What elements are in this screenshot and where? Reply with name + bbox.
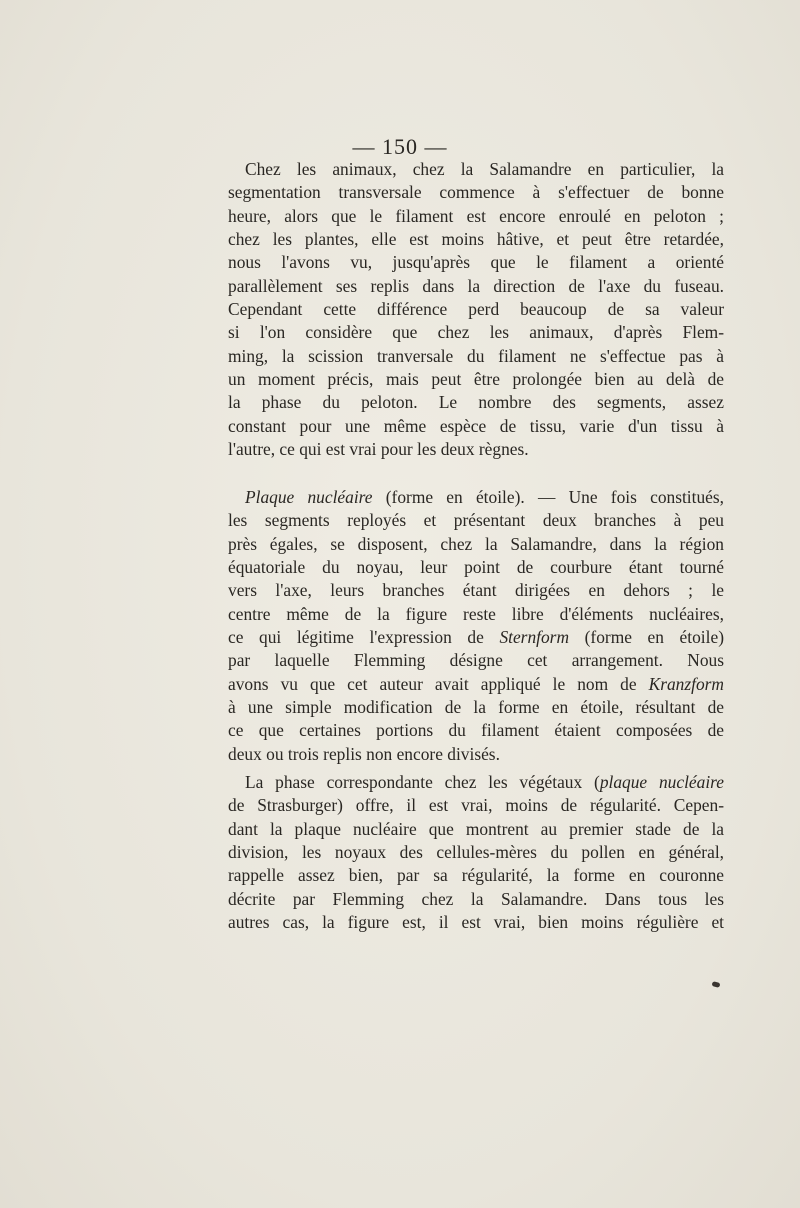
- text-fragment: ce qui légitime l'expression de: [228, 627, 500, 648]
- text-line: chez les plantes, elle est moins hâtive, et peut être retardée,: [228, 229, 724, 250]
- text-line: constant pour une même espèce de tissu, varie d'un tissu à: [228, 415, 724, 436]
- text-fragment: La phase correspondante chez les végétaux (: [245, 772, 600, 792]
- text-line: deux ou trois replis non encore divisés.: [228, 743, 500, 764]
- text-line: ming, la scission tranversale du filament ne s'effectue pas à: [228, 345, 724, 366]
- text-line: dant la plaque nucléaire que montrent au premier stade de la: [228, 818, 724, 839]
- italic-term: Sternform: [499, 627, 570, 648]
- text-line: les segments reployés et présentant deux branches à peu: [228, 510, 724, 531]
- text-line: [228, 673, 724, 696]
- text-fragment: avons vu que cet auteur avait appliqué le nom de: [228, 673, 649, 694]
- page-number: — 150 —: [352, 134, 448, 159]
- text-line: Cependant cette différence perd beaucoup de sa valeur: [228, 299, 724, 320]
- text-line: Chez les animaux, chez la Salamandre en particulier, la: [245, 159, 724, 179]
- text-line: parallèlement ses replis dans la direction de l'axe du fuseau.: [228, 275, 724, 296]
- text-line: la phase du peloton. Le nombre des segments, assez: [228, 392, 724, 413]
- paragraph-3: [228, 771, 724, 934]
- text-line: heure, alors que le filament est encore enroulé en peloton ;: [228, 205, 724, 226]
- text-line: l'autre, ce qui est vrai pour les deux règnes.: [228, 439, 529, 460]
- text-line: à une simple modification de la forme en étoile, résultant de: [228, 697, 724, 718]
- ink-speck: [711, 981, 720, 988]
- paragraph-2: [228, 486, 724, 766]
- text-line: [228, 626, 724, 649]
- section-heading: Plaque nucléaire: [245, 487, 373, 507]
- italic-term: Kranzform: [648, 673, 724, 694]
- text-line: un moment précis, mais peut être prolongée bien au delà de: [228, 369, 724, 390]
- text-line: rappelle assez bien, par sa régularité, la forme en couronne: [228, 865, 724, 886]
- paragraph-1: [228, 158, 724, 461]
- text-line: par laquelle Flemming désigne cet arrangement. Nous: [228, 650, 724, 671]
- text-line: près égales, se disposent, chez la Salamandre, dans la région: [228, 533, 724, 554]
- italic-term: plaque nucléaire: [599, 772, 724, 792]
- text-fragment: (forme en étoile). — Une fois constitués,: [372, 487, 724, 507]
- text-line: centre même de la figure reste libre d'éléments nucléaires,: [228, 603, 724, 624]
- text-line: nous l'avons vu, jusqu'après que le filament a orienté: [228, 252, 724, 273]
- text-line: segmentation transversale commence à s'effectuer de bonne: [228, 182, 724, 203]
- text-line: ce que certaines portions du filament étaient composées de: [228, 720, 724, 741]
- text-line: si l'on considère que chez les animaux, d'après Flem-: [228, 322, 724, 343]
- text-line: autres cas, la figure est, il est vrai, bien moins régulière et: [228, 912, 724, 933]
- text-line: [228, 771, 724, 794]
- text-line: division, les noyaux des cellules-mères du pollen en général,: [228, 842, 724, 863]
- text-line: de Strasburger) offre, il est vrai, moins de régularité. Cepen-: [228, 795, 724, 816]
- text-line: décrite par Flemming chez la Salamandre. Dans tous les: [228, 888, 724, 909]
- text-line: vers l'axe, leurs branches étant dirigées en dehors ; le: [228, 580, 724, 601]
- text-fragment: (forme en étoile): [569, 627, 724, 648]
- text-line: [228, 486, 724, 509]
- text-line: équatoriale du noyau, leur point de courbure étant tourné: [228, 557, 724, 578]
